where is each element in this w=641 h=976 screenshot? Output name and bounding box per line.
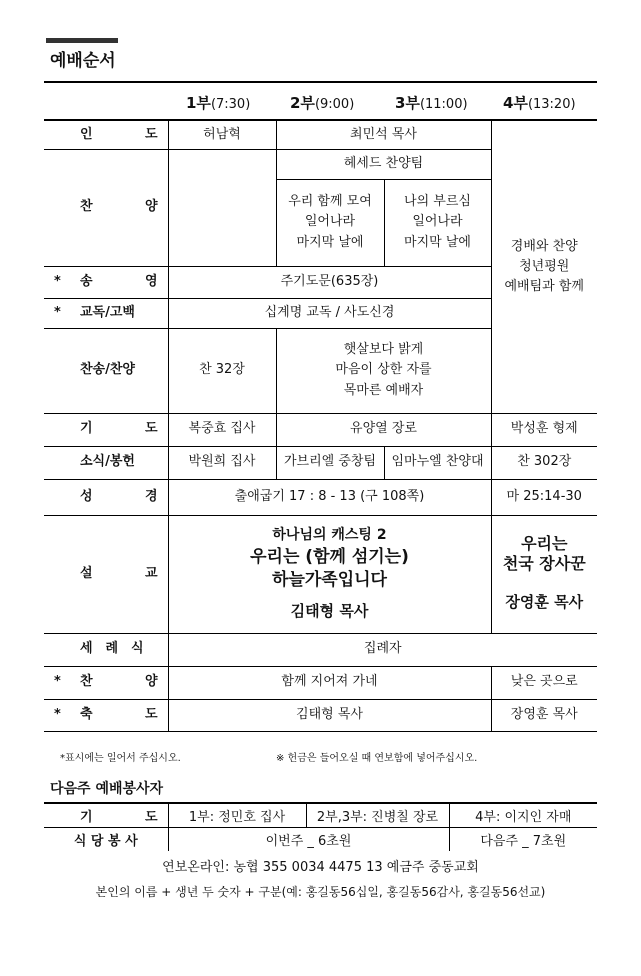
label-hymn: 찬송/찬양 <box>44 328 168 413</box>
next-prayer-part1: 1부: 정민호 집사 <box>168 803 306 828</box>
note-offering: ※ 헌금은 들어오실 때 연보함에 넣어주십시오. <box>276 753 478 764</box>
invocation-part23: 최민석 목사 <box>276 120 491 149</box>
news-part4: 찬 302장 <box>491 446 597 479</box>
benediction-part4: 장영훈 목사 <box>491 699 597 731</box>
hymn-part23: 햇살보다 밝게 마음이 상한 자를 목마른 예배자 <box>276 328 491 413</box>
praise2-part123: 함께 지어져 가네 <box>168 666 491 699</box>
praise-part3: 나의 부르심 일어나라 마지막 날에 <box>384 179 491 266</box>
next-prayer-part23: 2부,3부: 진병칠 장로 <box>306 803 449 828</box>
baptism-text: 집례자 <box>168 633 597 666</box>
sermon-part123 <box>168 515 491 633</box>
row-benediction <box>44 699 597 731</box>
sermon-preacher: 김태형 목사 <box>290 602 369 621</box>
divider <box>44 81 597 83</box>
online-offering-note: 본인의 이름 + 생년 두 숫자 + 구분(예: 홍길동56십일, 홍길동56감사, 홍길동56선교) <box>95 885 546 899</box>
meal-this-week: 이번주 _ 6초원 <box>168 828 449 852</box>
sermon-part4: 우리는 천국 장사꾼 장영훈 목사 <box>491 515 597 633</box>
news-part1: 박원희 집사 <box>168 446 276 479</box>
row-invocation <box>44 120 597 149</box>
news-part2: 가브리엘 중창팀 <box>276 446 384 479</box>
prayer-part1: 복중효 집사 <box>168 413 276 446</box>
benediction-part123: 김태형 목사 <box>168 699 491 731</box>
label-news: 소식/봉헌 <box>44 446 168 479</box>
label-creed: * 교독/고백 <box>44 298 168 328</box>
news-part3: 임마누엘 찬양대 <box>384 446 491 479</box>
label-invocation: 인 도 <box>44 120 168 149</box>
scripture-part123: 출애굽기 17 : 8 - 13 (구 108쪽) <box>168 479 491 515</box>
label-prayer: 기 도 <box>44 413 168 446</box>
meal-service-row <box>44 828 597 852</box>
praise-part2: 우리 함께 모여 일어나라 마지막 날에 <box>276 179 384 266</box>
part-4: 4부(13:20) <box>503 94 576 112</box>
sermon-title-line1: 우리는 (함께 섬기는) <box>250 547 409 568</box>
part-2: 2부(9:00) <box>290 94 355 112</box>
song-text: 주기도문(635장) <box>168 266 491 298</box>
row-news <box>44 446 597 479</box>
next-week-table <box>44 802 597 851</box>
row-sermon <box>44 515 597 633</box>
label-scripture: 성 경 <box>44 479 168 515</box>
next-prayer-part4: 4부: 이지인 자매 <box>449 803 597 828</box>
page-title: 예배순서 <box>50 51 116 71</box>
label-praise: 찬 양 <box>44 149 168 266</box>
label-song: * 송 영 <box>44 266 168 298</box>
label-benediction: * 축 도 <box>44 699 168 731</box>
row-scripture <box>44 479 597 515</box>
part-3: 3부(11:00) <box>395 94 468 112</box>
row-prayer <box>44 413 597 446</box>
praise2-part4: 낮은 곳으로 <box>491 666 597 699</box>
sermon-series: 하나님의 캐스팅 2 <box>272 526 387 543</box>
prayer-part23: 유양열 장로 <box>276 413 491 446</box>
scripture-part4: 마 25:14-30 <box>491 479 597 515</box>
meal-service-label: 식 당 봉 사 <box>44 828 168 852</box>
praise-part1 <box>168 149 276 266</box>
heading-accent-bar <box>46 38 118 43</box>
label-baptism: 세 례 식 <box>44 633 168 666</box>
hymn-part1: 찬 32장 <box>168 328 276 413</box>
sermon-title-line2: 하늘가족입니다 <box>272 570 387 591</box>
next-prayer-label: 기 도 <box>44 803 168 828</box>
label-praise2: * 찬 양 <box>44 666 168 699</box>
part-1: 1부(7:30) <box>186 94 251 112</box>
creed-text: 십계명 교독 / 사도신경 <box>168 298 491 328</box>
online-offering: 연보온라인: 농협 355 0034 4475 13 예금주 중동교회 <box>162 860 479 875</box>
next-week-heading: 다음주 예배봉사자 <box>50 781 164 797</box>
notes <box>60 749 600 764</box>
service-order-table <box>44 119 597 732</box>
prayer-part4: 박성훈 형제 <box>491 413 597 446</box>
meal-next-week: 다음주 _ 7초원 <box>449 828 597 852</box>
praise-team: 헤세드 찬양팀 <box>276 149 491 179</box>
service-parts-header <box>44 92 597 116</box>
part4-praise-merged: 경배와 찬양 청년평원 예배팀과 함께 <box>491 120 597 413</box>
label-sermon: 설 교 <box>44 515 168 633</box>
note-stand: *표시에는 일어서 주십시오. <box>60 753 181 764</box>
next-prayer-row <box>44 803 597 828</box>
row-praise2 <box>44 666 597 699</box>
invocation-part1: 허남혁 <box>168 120 276 149</box>
row-baptism <box>44 633 597 666</box>
